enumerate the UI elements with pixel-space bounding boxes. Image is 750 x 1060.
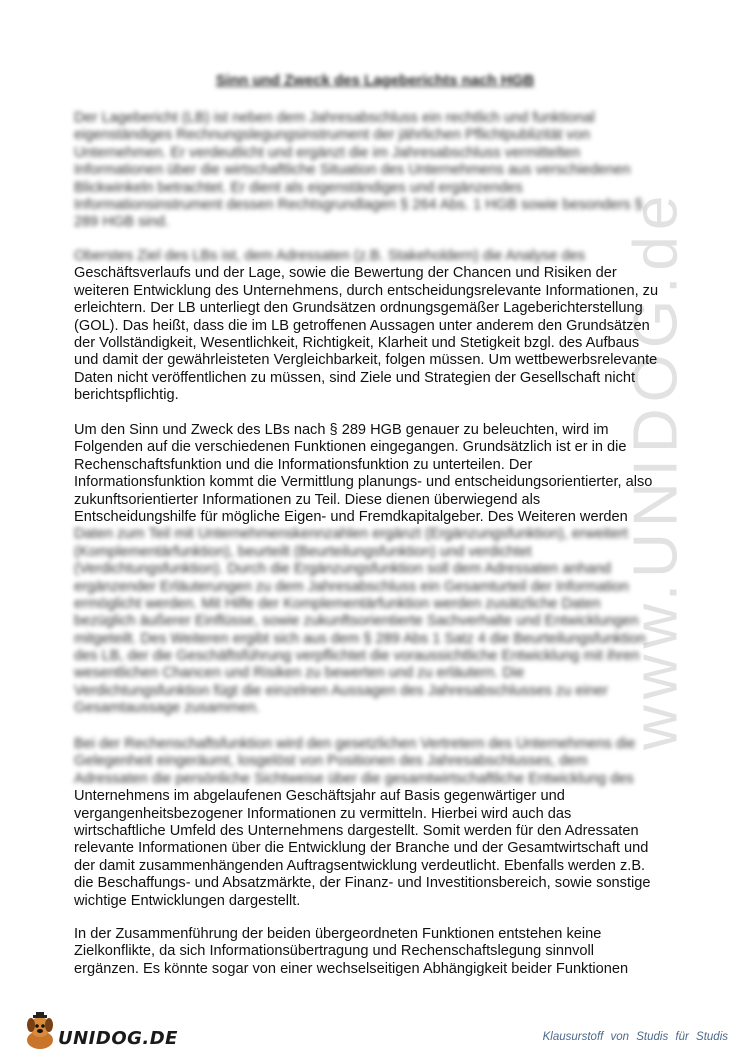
page-title: Sinn und Zweck des Lageberichts nach HGB: [215, 72, 535, 89]
text-line: Blickwinkeln betrachtet. Er dient als eigenständiges und ergänzendes: [74, 179, 523, 196]
text-line: weiteren Entwicklung des Unternehmens, durch entscheidungsrelevante Informationen, zu: [74, 282, 659, 299]
text-line: Gesamtaussage zusammen.: [74, 700, 260, 717]
text-line: wichtige Entwicklungen dargestellt.: [74, 892, 301, 909]
text-line: zukunftsorientierter Informationen zu Teil. Diese dienen überwiegend als: [74, 491, 541, 508]
text-line: Verdichtungsfunktion fügt die einzelnen Aussagen des Jahresabschlusses zu einer: [74, 682, 608, 699]
text-line: des LB, der die Geschäftsführung verpflichtet die voraussichtliche Entwicklung mit ihren: [74, 648, 640, 665]
text-line: der damit zusammenhängenden Auftragsentwicklung verdeutlicht. Ebenfalls werden z.B.: [74, 857, 646, 874]
text-line: Adressaten die persönliche Sichtweise über die gesamtwirtschaftliche Entwicklung des: [74, 770, 634, 787]
text-line: Geschäftsverlaufs und der Lage, sowie die Bewertung der Chancen und Risiken der: [74, 265, 617, 282]
text-line: In der Zusammenführung der beiden übergeordneten Funktionen entstehen keine: [74, 926, 602, 942]
text-line: Zielkonflikte, da sich Informationsübertragung und Rechenschaftslegung sinnvoll: [74, 943, 595, 960]
unidog-logo: [22, 1012, 178, 1052]
text-line: Informationsfunktion kommt die Vermittlung planungs- und entscheidungsorientierter, also: [74, 474, 653, 491]
text-line: Unternehmens im abgelaufenen Geschäftsjahr auf Basis gegenwärtiger und: [74, 788, 565, 805]
text-line: Daten zum Teil mit Unternehmenskennzahlen ergänzt (Ergänzungsfunktion), erweitert: [74, 526, 628, 543]
text-line: (Komplementärfunktion), beurteilt (Beurteilungsfunktion) und verdichtet: [74, 543, 532, 560]
text-line: wesentlichen Chancen und Risiken zu bewerten und zu erläutern. Die: [74, 665, 525, 682]
paragraph-4: [74, 736, 684, 910]
text-line: die Beschaffungs- und Absatzmärkte, der Finanz- und Investitionsbereich, sowie sonstige: [74, 875, 651, 892]
text-line: bezüglich äußerer Einflüsse, sowie zukunftsorientierte Sachverhalte und Entwicklungen: [74, 613, 639, 630]
text-line: 289 HGB sind.: [74, 214, 169, 231]
text-line: und damit der gewährleisteten Vergleichbarkeit, folgen müssen. Um wettbewerbsrelevante: [74, 352, 658, 369]
logo-text: UNIDOG.DE: [58, 1028, 178, 1049]
dog-mascot-icon: [22, 1012, 58, 1052]
text-line: Der Lagebericht (LB) ist neben dem Jahresabschluss ein rechtlich und funktional: [74, 110, 595, 126]
paragraph-2: [74, 248, 684, 405]
text-line: Informationen über die wirtschaftliche Situation des Unternehmens aus verschiedenen: [74, 162, 631, 179]
document-page: www.UNIDOG.de Sinn und Zweck des Lageberichts nach HGB Der Lagebericht (LB) ist neben dem Jahresabschluss ein rechtlich und funktional eigenständiges Rechnungslegungsinstrument der jährlichen Pflichtpublizität von Unternehmen. Er verdeutlicht und ergänzt die im Jahresabschluss vermittelten Informationen über die wirtschaftliche Situation des Unternehmens aus verschiedenen Blickwinkeln betrachtet. Er dient als eigenständiges und ergänzendes Informationsinstrument dessen Rechtsgrundlagen § 264 Abs. 1 HGB sowie besonders § 289 HGB sind. Oberstes Ziel des LBs ist, dem Adressaten (z.B. Stakeholdern) die Analyse des Geschäftsverlaufs und der Lage, sowie die Bewertung der Chancen und Risiken der weiteren Entwicklung des Unternehmens, durch entscheidungsrelevante Informationen, zu erleichtern. Der LB unterliegt den Grundsätzen ordnungsgemäßer Lageberichterstellung (GOL). Das heißt, dass die im LB getroffenen Aussagen unter anderem den Grundsätzen der Vollständigkeit, Wesentlichkeit, Richtigkeit, Klarheit und Stetigkeit bzgl. des Aufbaus und damit der gewährleisteten Vergleichbarkeit, folgen müssen. Um wettbewerbsrelevante Daten nicht veröffentlichen zu müssen, sind Ziele und Strategien der Gesellschaft nicht berichtspflichtig. Um den Sinn und Zweck des LBs nach § 289 HGB genauer zu beleuchten, wird im Folgenden auf die verschiedenen Funktionen eingegangen. Grundsätzlich ist er in die Rechenschaftsfunktion und die Informationsfunktion zu unterteilen. Der Informationsfunktion kommt die Vermittlung planungs- und entscheidungsorientierter, also zukunftsorientierter Informationen zu Teil. Diese dienen überwiegend als Entscheidungshilfe für mögliche Eigen- und Fremdkapitalgeber. Des Weiteren werden Daten zum Teil mit Unternehmenskennzahlen ergänzt (Ergänzungsfunktion), erweitert (Komplementärfunktion), beurteilt (Beurteilungsfunktion) und verdichtet (Verdichtungsfunktion). Durch die Ergänzungsfunktion soll dem Adressaten anhand ergänzender Erläuterungen zu dem Jahresabschluss ein Gesamturteil der Information ermöglicht werden. Mit Hilfe der Komplementärfunktion werden zusätzliche Daten bezüglich äußerer Einflüsse, sowie zukunftsorientierte Sachverhalte und Entwicklungen mitgeteilt. Des Weiteren ergibt sich aus dem § 289 Abs 1 Satz 4 die Beurteilungsfunktion des LB, der die Geschäftsführung verpflichtet die voraussichtliche Entwicklung mit ihren wesentlichen Chancen und Risiken zu bewerten und zu erläutern. Die Verdichtungsfunktion fügt die einzelnen Aussagen des Jahresabschlusses zu einer Gesamtaussage zusammen. Bei der Rechenschaftsfunktion wird den gesetzlichen Vertretern des Unternehmens die Gelegenheit eingeräumt, losgelöst von Positionen des Jahresabschlusses, dem Adressaten die persönliche Sichtweise über die gesamtwirtschaftliche Entwicklung des Unternehmens im abgelaufenen Geschäftsjahr auf Basis gegenwärtiger und vergangenheitsbezogener Informationen zu vermitteln. Hierbei wird auch das wirtschaftliche Umfeld des Unternehmens dargestellt. Somit werden für den Adressaten relevante Informationen über die Entwicklung der Branche und der Gesamtwirtschaft und der damit zusammenhängenden Auftragsentwicklung verdeutlicht. Ebenfalls werden z.B. die Beschaffungs- und Absatzmärkte, der Finanz- und Investitionsbereich, sowie sonstige wichtige Entwicklungen dargestellt. In der Zusammenführung der beiden übergeordneten Funktionen entstehen keine Zielkonflikte, da sich Informationsübertragung und Rechenschaftslegung sinnvoll ergänzen. Es könnte sogar von einer wechselseitigen Abhängigkeit beider Funktionen UNIDOG.DE Klausurstoff von Studis für Studis: [0, 0, 750, 1060]
text-line: erleichtern. Der LB unterliegt den Grundsätzen ordnungsgemäßer Lageberichterstellung: [74, 300, 643, 317]
text-line: eigenständiges Rechnungslegungsinstrument der jährlichen Pflichtpublizität von: [74, 127, 590, 144]
paragraph-1: [74, 110, 684, 232]
text-line: der Vollständigkeit, Wesentlichkeit, Richtigkeit, Klarheit und Stetigkeit bzgl. des Aufbaus: [74, 334, 640, 351]
paragraph-5: [74, 926, 684, 978]
text-line: Folgenden auf die verschiedenen Funktionen eingegangen. Grundsätzlich ist er in die: [74, 439, 627, 456]
text-line: ergänzender Erläuterungen zu dem Jahresabschluss ein Gesamturteil der Information: [74, 578, 629, 595]
text-line: Bei der Rechenschaftsfunktion wird den gesetzlichen Vertretern des Unternehmens die: [74, 736, 636, 752]
text-line: Um den Sinn und Zweck des LBs nach § 289 HGB genauer zu beleuchten, wird im: [74, 422, 609, 438]
text-line: vergangenheitsbezogener Informationen zu vermitteln. Hierbei wird auch das: [74, 805, 572, 822]
text-line: mitgeteilt. Des Weiteren ergibt sich aus dem § 289 Abs 1 Satz 4 die Beurteilungsfunktion: [74, 630, 646, 647]
text-line: (GOL). Das heißt, dass die im LB getroffenen Aussagen unter anderem den Grundsätzen: [74, 317, 650, 334]
text-line: Rechenschaftsfunktion und die Informationsfunktion zu unterteilen. Der: [74, 456, 533, 473]
text-line: Entscheidungshilfe für mögliche Eigen- und Fremdkapitalgeber. Des Weiteren werden: [74, 508, 628, 525]
text-line: wirtschaftliche Umfeld des Unternehmens dargestellt. Somit werden für den Adressaten: [74, 822, 639, 839]
text-line: (Verdichtungsfunktion). Durch die Ergänzungsfunktion soll dem Adressaten anhand: [74, 561, 612, 578]
text-line: ermöglicht werden. Mit Hilfe der Komplementärfunktion werden zusätzliche Daten: [74, 595, 601, 612]
text-line: berichtspflichtig.: [74, 387, 179, 404]
text-line: relevante Informationen über die Entwicklung der Branche und der Gesamtwirtschaft und: [74, 840, 649, 857]
paragraph-3: [74, 422, 684, 718]
footer-tagline: Klausurstoff von Studis für Studis: [542, 1031, 728, 1043]
text-line: ergänzen. Es könnte sogar von einer wechselseitigen Abhängigkeit beider Funktionen: [74, 960, 629, 977]
text-line: Unternehmen. Er verdeutlicht und ergänzt die im Jahresabschluss vermittelten: [74, 144, 581, 161]
text-line: Daten nicht veröffentlichen zu müssen, sind Ziele und Strategien der Gesellschaft nicht: [74, 369, 636, 386]
text-line: Oberstes Ziel des LBs ist, dem Adressaten (z.B. Stakeholdern) die Analyse des: [74, 248, 586, 264]
text-line: Informationsinstrument dessen Rechtsgrundlagen § 264 Abs. 1 HGB sowie besonders §: [74, 196, 643, 213]
text-line: Gelegenheit eingeräumt, losgelöst von Positionen des Jahresabschlusses, dem: [74, 753, 588, 770]
